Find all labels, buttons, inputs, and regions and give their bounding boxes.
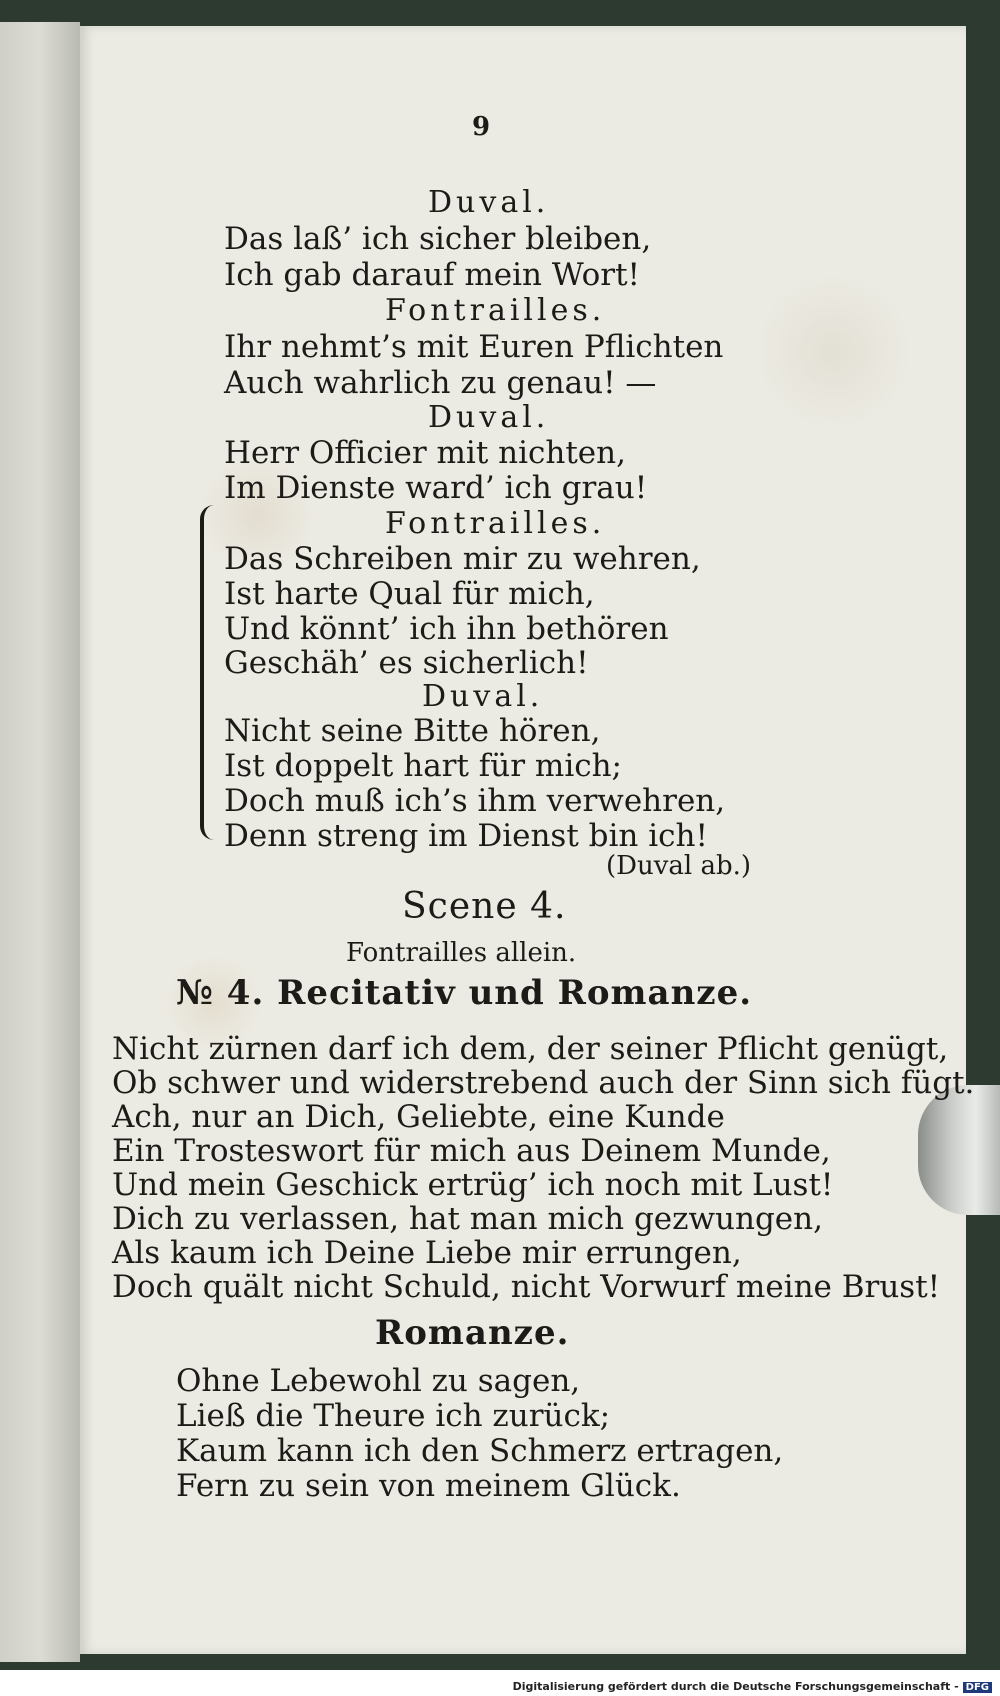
verse-line: Ach, nur an Dich, Geliebte, eine Kunde — [112, 1099, 725, 1135]
verse-line: Das laß’ ich sicher bleiben, — [224, 221, 652, 257]
verse-line: Das Schreiben mir zu wehren, — [224, 541, 701, 577]
verse-line: Doch muß ich’s ihm verwehren, — [224, 783, 726, 819]
verse-line: Ich gab darauf mein Wort! — [224, 257, 641, 293]
verse-line: Geschäh’ es sicherlich! — [224, 645, 589, 681]
speaker-fontrailles-2: Fontrailles. — [385, 506, 606, 541]
stage-direction: (Duval ab.) — [606, 851, 752, 881]
verse-line: Doch quält nicht Schuld, nicht Vorwurf meine Brust! — [112, 1269, 941, 1305]
speaker-duval-3: Duval. — [422, 679, 544, 714]
verse-line: Und könnt’ ich ihn bethören — [224, 611, 669, 647]
digitization-footer — [513, 1680, 992, 1693]
verse-line: Ist doppelt hart für mich; — [224, 748, 623, 784]
dfg-logo-icon: DFG — [963, 1682, 992, 1693]
verse-line: Nicht seine Bitte hören, — [224, 713, 601, 749]
verse-line: Ließ die Theure ich zurück; — [176, 1398, 611, 1434]
speaker-fontrailles-1: Fontrailles. — [385, 293, 606, 328]
stage-direction: Fontrailles allein. — [346, 938, 577, 968]
verse-line: Nicht zürnen darf ich dem, der seiner Pflicht genügt, — [112, 1031, 949, 1067]
romanze-heading: Romanze. — [375, 1313, 570, 1353]
verse-line: Kaum kann ich den Schmerz ertragen, — [176, 1433, 784, 1469]
verse-line: Ihr nehmt’s mit Euren Pflichten — [224, 329, 724, 365]
previous-page-edge — [0, 22, 80, 1662]
verse-line: Herr Officier mit nichten, — [224, 435, 626, 471]
scene-heading: Scene 4. — [402, 886, 567, 927]
verse-line: Ob schwer und widerstrebend auch der Sinn sich fügt. — [112, 1065, 975, 1101]
number-heading: № 4. Recitativ und Romanze. — [176, 973, 753, 1013]
speaker-duval-2: Duval. — [428, 400, 550, 435]
verse-line: Dich zu verlassen, hat man mich gezwungen, — [112, 1201, 823, 1237]
verse-line: Ist harte Qual für mich, — [224, 576, 595, 612]
duet-brace — [200, 505, 216, 840]
verse-line: Fern zu sein von meinem Glück. — [176, 1468, 681, 1504]
verse-line: Denn streng im Dienst bin ich! — [224, 818, 708, 854]
speaker-duval-1: Duval. — [428, 185, 550, 220]
verse-line: Als kaum ich Deine Liebe mir errungen, — [112, 1235, 742, 1271]
footer-text: Digitalisierung gefördert durch die Deutsche Forschungsgemeinschaft - — [512, 1680, 959, 1693]
thumb-tab — [918, 1085, 1000, 1215]
page-number: 9 — [472, 112, 491, 142]
verse-line: Auch wahrlich zu genau! — — [224, 365, 657, 401]
verse-line: Und mein Geschick ertrüg’ ich noch mit Lust! — [112, 1167, 834, 1203]
verse-line: Im Dienste ward’ ich grau! — [224, 470, 648, 506]
verse-line: Ohne Lebewohl zu sagen, — [176, 1363, 581, 1399]
verse-line: Ein Trosteswort für mich aus Deinem Munde, — [112, 1133, 831, 1169]
